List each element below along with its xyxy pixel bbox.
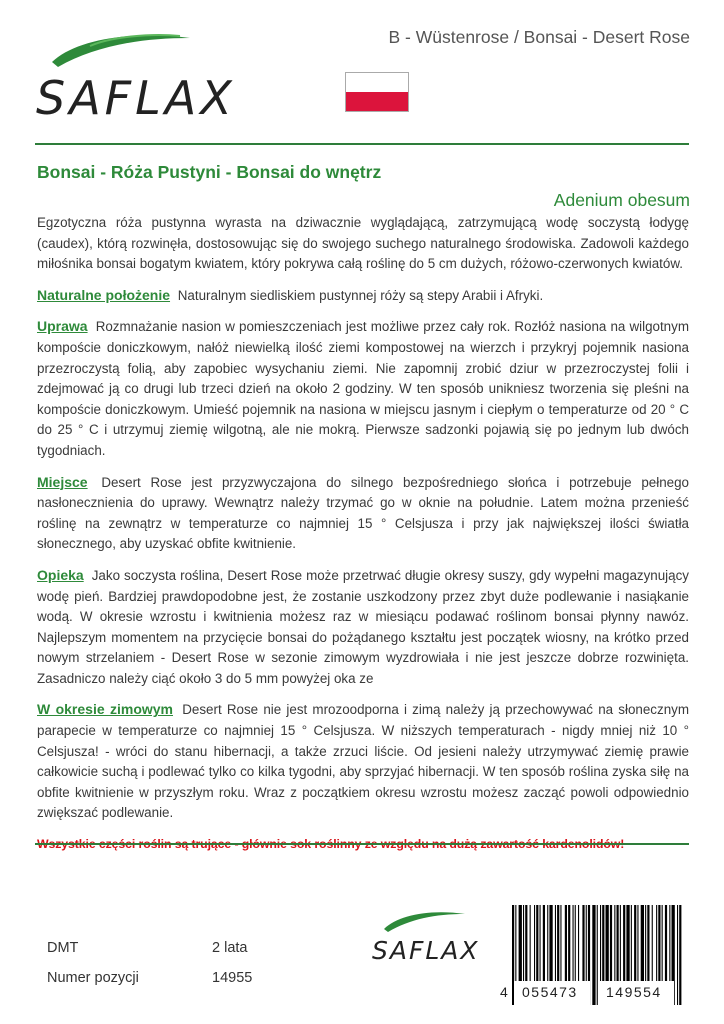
ean-barcode <box>500 905 690 1005</box>
section-text: Naturalnym siedliskiem pustynnej róży są stepy Arabii i Afryki. <box>177 287 544 303</box>
logo-wordmark: SAFLAX <box>36 71 236 125</box>
section-text: Desert Rose nie jest mrozoodporna i zimą należy ją przechowywać na słonecznym parapecie w temperaturze co najmniej 15 ° Celsjusza. W niższych temperaturach - nigdy mniej niż 10 ° Celsjusza! - wróci do stanu hibernacji, a także zrzuci liście. Od jesieni należy utrzymywać ziemię prawie całkowicie suchą i podlewać tylko co kilka tygodni, aby sprzyjać hibernacji. W ten sposób roślina zyska siłę na obfite kwitnienie w przyszłym roku. Wraz z początkiem okresu wzrostu możesz zacząć powoli odpowiednio zwiększać podlewanie. <box>37 702 689 821</box>
section-text: Desert Rose jest przyzwyczajona do silnego bezpośredniego słońca i potrzebuje pełnego nasłonecznienia do uprawy. Wewnątrz należy trzymać go w oknie na południe. Latem można przenieść roślinę na zewnątrz w temperaturze co najmniej 15 ° Celsjusza i przy jak największej ilości światła słonecznego, aby uzyskać obfite kwitnienie. <box>37 474 689 552</box>
top-divider <box>35 143 689 145</box>
barcode-bar <box>512 905 514 1005</box>
barcode-bar <box>592 905 595 1005</box>
saflax-logo <box>30 22 240 127</box>
section-winter <box>37 699 689 824</box>
logo-swoosh-icon <box>384 912 465 932</box>
description-body <box>37 213 689 865</box>
section-label: Uprawa <box>37 318 88 335</box>
section-care <box>37 565 689 690</box>
section-text: Rozmnażanie nasion w pomieszczeniach jest możliwe przez cały rok. Rozłóż nasiona na wilgotnym kompoście doniczkowym, nałóż niewielką ilość ziemi kompostowej na wierzch i przykryj pojemnik nasiona przezroczystą folią, aby zapobiec wysychaniu ziemi. Nie zapomnij zrobić dziur w przezroczystej folii i zdejmować ją co drugi lub trzeci dzień na około 2 godziny. W ten sposób unikniesz tworzenia się pleśni na kompoście doniczkowym. Umieść pojemnik na nasiona w miejscu jasnym i ciepłym o temperaturze od 20 ° C do 25 ° C i utrzymuj ziemię wilgotną, ale nie mokrą. Pierwsze sadzonki pojawią się po jednym lub dwóch tygodniach. <box>37 319 689 458</box>
barcode-bar <box>597 905 598 1005</box>
product-title: Bonsai - Róża Pustyni - Bonsai do wnętrz <box>37 162 382 182</box>
section-natural-location <box>37 285 689 307</box>
item-number-label: Numer pozycji <box>47 970 139 986</box>
dmt-value: 2 lata <box>212 940 248 956</box>
section-text: Jako soczysta roślina, Desert Rose może przetrwać długie okresy suszy, gdy wypełni magazynujący wodę pień. Bardziej prawdopodobne jest, że zostanie uszkodzony przez zbyt duże podlewanie i nasiąkanie wodą. W okresie wzrostu i kwitnienia możesz raz w miesiącu podawać roślinom bonsai płynny nawóz. Najlepszym momentem na przycięcie bonsai do pożądanego kształtu jest początek wiosny, na krótko przed nowym strzelaniem - Desert Rose w sezonie zimowym wyzdrowiała i nie jest jeszcze dobrze rozwinięta. Zasadniczo należy ciąć około 3 do 5 mm powyżej oka ze <box>37 567 689 686</box>
saflax-logo-small <box>370 905 490 969</box>
section-location <box>37 472 689 555</box>
section-label: Opieka <box>37 566 84 583</box>
barcode-bar <box>679 905 681 1005</box>
barcode-left-digits: 055473 <box>522 984 578 1000</box>
item-number-value: 14955 <box>212 970 253 986</box>
section-cultivation <box>37 316 689 461</box>
latin-name: Adenium obesum <box>553 190 690 210</box>
barcode-lead-digit: 4 <box>500 984 508 1000</box>
dmt-label: DMT <box>47 940 79 956</box>
logo-swoosh-icon <box>52 35 190 67</box>
header-title: B - Wüstenrose / Bonsai - Desert Rose <box>388 27 690 47</box>
toxicity-warning: Wszystkie części roślin są trujące - głównie sok roślinny ze względu na dużą zawartość kardenolidów! <box>37 837 625 852</box>
section-label: Naturalne położenie <box>37 286 171 303</box>
polish-flag-icon <box>345 72 409 112</box>
section-label: Miejsce <box>37 473 88 490</box>
bottom-divider <box>35 843 689 845</box>
barcode-right-digits: 149554 <box>606 984 662 1000</box>
intro-paragraph: Egzotyczna róża pustynna wyrasta na dziwacznie wyglądającą, zatrzymującą wodę soczystą łodygę (caudex), którą rozwinęła, dostosowując się do swojego suchego naturalnego środowiska. Zadowoli każdego miłośnika bonsai bogatym kwiatem, który pokrywa całą roślinę do 5 cm dużych, różowo-czerwonych kwiatów. <box>37 215 689 272</box>
section-label: W okresie zimowym <box>37 701 174 718</box>
barcode-bar <box>677 905 678 1005</box>
logo-wordmark: SAFLAX <box>372 936 480 965</box>
